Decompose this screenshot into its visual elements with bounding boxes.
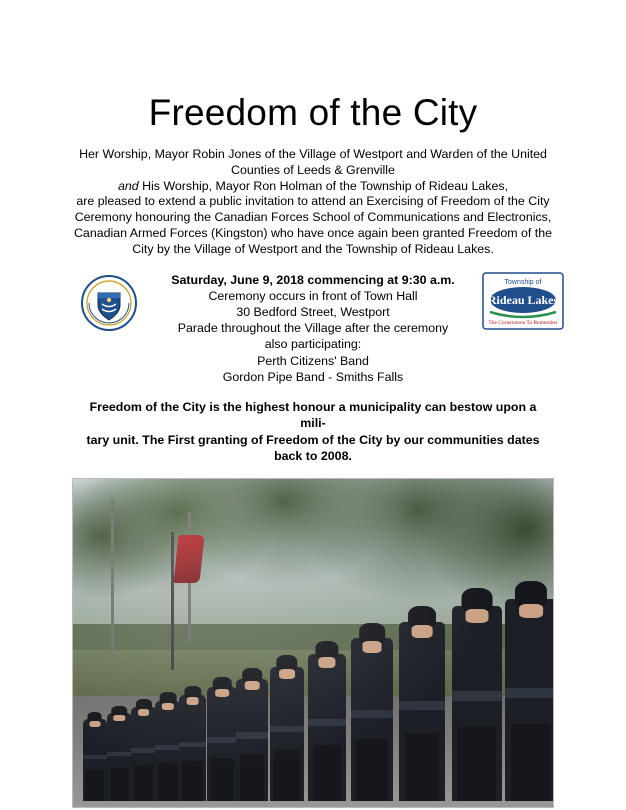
photo-soldier	[179, 695, 207, 801]
parade-photograph	[72, 478, 554, 808]
intro-line-3	[44, 179, 582, 195]
photo-soldier	[83, 719, 107, 800]
photo-soldier	[207, 687, 237, 801]
photo-soldier	[399, 622, 444, 801]
svg-text:Township of: Township of	[504, 278, 542, 286]
intro-line-1: Her Worship, Mayor Robin Jones of the Village of Westport and Warden of the United	[79, 146, 547, 161]
invitation-paragraph	[44, 147, 582, 258]
participating-band-1: Perth Citizens' Band	[257, 353, 369, 368]
intro-line-7: City by the Village of Westport and the Township of Rideau Lakes.	[132, 242, 494, 257]
photo-soldier	[131, 707, 157, 801]
also-participating-label: also participating:	[264, 337, 362, 352]
intro-line-3-rest: His Worship, Mayor Ron Holman of the Township of Rideau Lakes,	[138, 178, 509, 193]
township-of-rideau-lakes-crest-icon	[482, 272, 564, 330]
photo-red-flag	[174, 535, 205, 583]
intro-line-5: Ceremony honouring the Canadian Forces School of Communications and Electronics,	[74, 210, 552, 225]
photo-soldier	[270, 667, 305, 801]
closing-line-3: back to 2008.	[274, 448, 352, 463]
photo-soldier	[351, 638, 392, 801]
photo-marching-column	[73, 597, 553, 800]
parade-info: Parade throughout the Village after the ceremony	[177, 321, 449, 336]
ceremony-date: Saturday, June 9, 2018 commencing at 9:30 a.m.	[171, 272, 455, 287]
details-section	[44, 272, 582, 385]
intro-line-6: Canadian Armed Forces (Kingston) who have once again been granted Freedom of the	[73, 226, 553, 241]
village-of-westport-crest-icon	[80, 274, 138, 332]
photo-soldier	[107, 713, 132, 800]
svg-text:Rideau Lakes: Rideau Lakes	[487, 292, 559, 307]
photo-soldier	[505, 599, 554, 800]
closing-line-2: tary unit. The First granting of Freedom of the City by our communities dates	[86, 432, 540, 447]
participating-band-2: Gordon Pipe Band - Smiths Falls	[222, 369, 404, 384]
intro-line-3-italic: and	[117, 178, 139, 193]
ceremony-address: 30 Bedford Street, Westport	[236, 305, 390, 320]
photo-soldier	[236, 679, 268, 801]
page-title: Freedom of the City	[148, 92, 478, 133]
photo-soldier	[452, 606, 502, 801]
intro-line-4: are pleased to extend a public invitation to attend an Exercising of Freedom of the City	[76, 194, 550, 209]
intro-line-2: Counties of Leeds & Grenville	[231, 162, 395, 177]
ceremony-location-line-1: Ceremony occurs in front of Town Hall	[208, 289, 418, 304]
photo-soldier	[155, 701, 182, 801]
closing-statement	[44, 399, 582, 465]
closing-line-1: Freedom of the City is the highest honour a municipality can bestow upon a mili-	[89, 399, 537, 431]
photo-soldier	[308, 654, 345, 800]
svg-text:The Cornerstone To Remember: The Cornerstone To Remember	[488, 319, 558, 326]
